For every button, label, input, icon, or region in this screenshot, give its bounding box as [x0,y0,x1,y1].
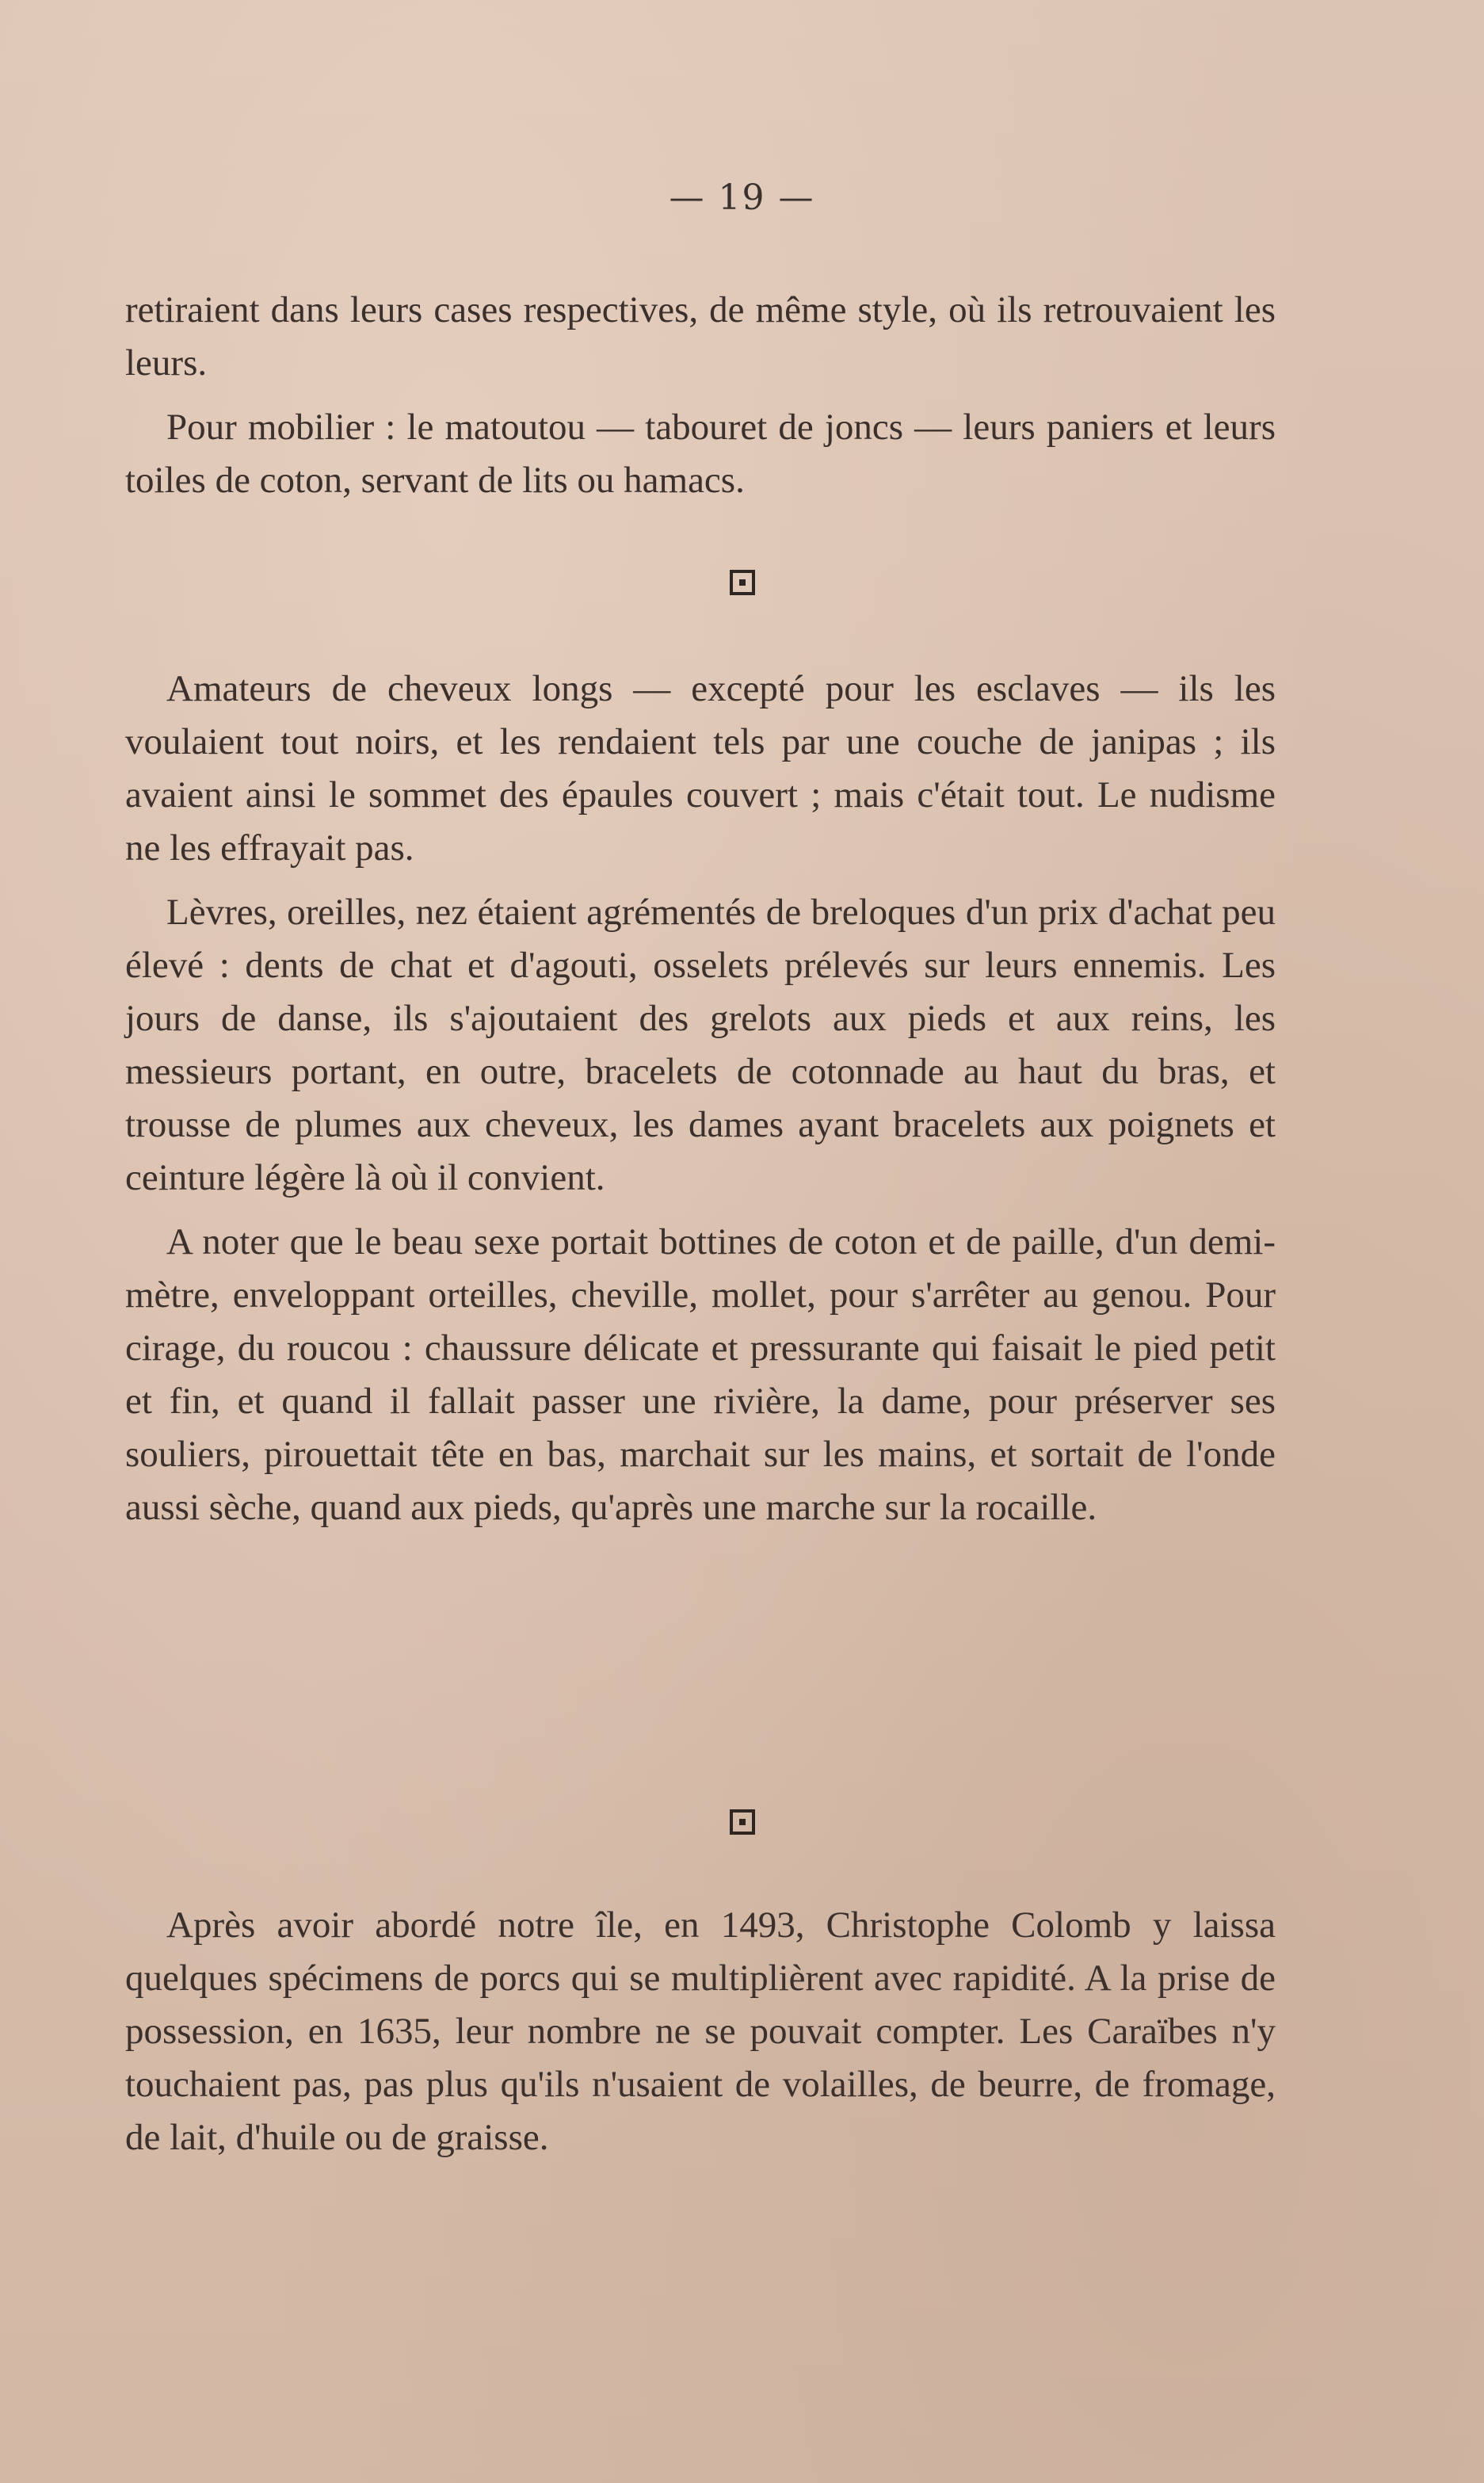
section-separator [0,1809,1484,1839]
square-dot-ornament-icon [729,569,756,596]
section-1 [125,284,1276,518]
section-2 [125,663,1276,1545]
paragraph: A noter que le beau sexe portait bottines de coton et de paille, d'un demi-mètre, enveloppant orteilles, cheville, mollet, pour s'arrêter au genou. Pour cirage, du roucou : chaussure délicate et pressurante qui faisait le pied petit et fin, et quand il fallait passer une rivière, la dame, pour préserver ses souliers, pirouettait tête en bas, marchait sur les mains, et sortait de l'onde aussi sèche, quand aux pieds, qu'après une marche sur la rocaille. [125,1221,1276,1528]
paragraph: Après avoir abordé notre île, en 1493, Christophe Colomb y laissa quelques spécimens de porcs qui se multiplièrent avec rapidité. A la prise de possession, en 1635, leur nombre ne se pouvait compter. Les Caraïbes n'y touchaient pas, pas plus qu'ils n'usaient de volailles, de beurre, de fromage, de lait, d'huile ou de graisse. [125,1904,1276,2158]
paragraph: Pour mobilier : le matoutou — tabouret de joncs — leurs paniers et leurs toiles de coton, servant de lits ou hamacs. [125,407,1276,501]
paragraph: retiraient dans leurs cases respectives, de même style, où ils retrouvaient les leurs. [125,289,1276,384]
section-3 [125,1899,1276,2175]
square-dot-ornament-icon [729,1809,756,1836]
paragraph: Amateurs de cheveux longs — excepté pour les esclaves — ils les voulaient tout noirs, et les rendaient tels par une couche de janipas ; ils avaient ainsi le sommet des épaules couvert ; mais c'était tout. Le nudisme ne les effrayait pas. [125,668,1276,869]
section-separator [0,569,1484,600]
page-number: — 19 — [669,178,815,218]
paragraph: Lèvres, oreilles, nez étaient agrémentés de breloques d'un prix d'achat peu élevé : dents de chat et d'agouti, osselets prélevés sur leurs ennemis. Les jours de danse, ils s'ajoutaient des grelots aux pieds et aux reins, les messieurs portant, en outre, bracelets de cotonnade au haut du bras, et trousse de plumes aux cheveux, les dames ayant bracelets aux poignets et ceinture légère là où il convient. [125,892,1276,1198]
